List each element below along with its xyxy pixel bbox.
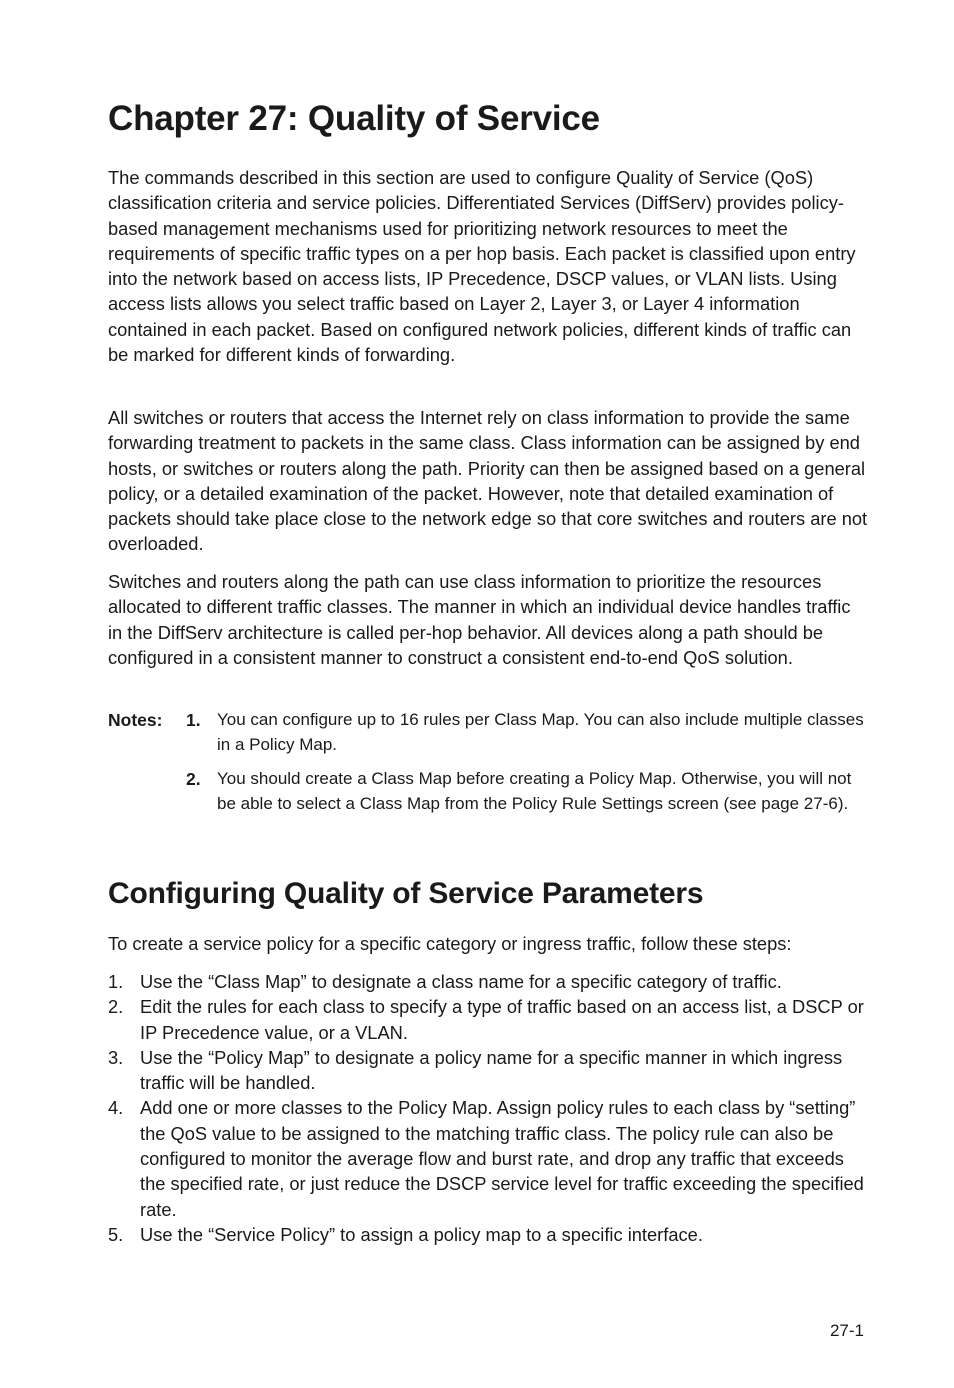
note-number: 1.: [186, 710, 201, 730]
steps-list: [108, 969, 868, 1247]
step-number: 3.: [108, 1046, 124, 1068]
list-item: [108, 1095, 868, 1221]
step-number: 1.: [108, 971, 124, 992]
step-number: 5.: [108, 1223, 124, 1245]
list-item: [108, 994, 868, 1045]
note-text: You should create a Class Map before creating a Policy Map. Otherwise, you will not be able to select a Class Map from the Policy Rule Settings screen (see page 27-6).: [217, 769, 852, 813]
note-text: You can configure up to 16 rules per Class Map. You can also include multiple classes in a Policy Map.: [217, 710, 864, 754]
per-hop-behavior-paragraph: Switches and routers along the path can use class information to prioritize the resources allocated to different traffic classes. The manner in which an individual device handles traffic in the DiffServ architecture is called per-hop behavior. All devices along a path should be configured in a consistent manner to construct a consistent end-to-end QoS solution.: [108, 571, 851, 668]
step-text: Use the “Service Policy” to assign a policy map to a specific interface.: [140, 1223, 703, 1245]
step-text: Use the “Policy Map” to designate a policy name for a specific manner in which ingress traffic will be handled.: [140, 1046, 843, 1094]
section-intro: To create a service policy for a specific category or ingress traffic, follow these steps:: [108, 933, 792, 954]
intro-paragraph: The commands described in this section are used to configure Quality of Service (QoS) classification criteria and service policies. Differentiated Services (DiffServ) provides policy-based management mechanisms used for prioritizing network resources to meet the requirements of specific traffic types on a per hop basis. Each packet is classified upon entry into the network based on access lists, IP Precedence, DSCP values, or VLAN lists. Using access lists allows you select traffic based on Layer 2, Layer 3, or Layer 4 information contained in each packet. Based on configured network policies, different kinds of traffic can be marked for different kinds of forwarding.: [108, 167, 856, 366]
chapter-title: Chapter 27: Quality of Service: [108, 99, 600, 138]
page-number: 27-1: [829, 1321, 864, 1340]
step-text: Edit the rules for each class to specify a type of traffic based on an access list, a DSCP or IP Precedence value, or a VLAN.: [140, 996, 864, 1043]
section-title: Configuring Quality of Service Parameters: [108, 877, 704, 910]
list-item: [108, 969, 868, 994]
step-text: Add one or more classes to the Policy Map. Assign policy rules to each class by “setting” the QoS value to be assigned to the matching traffic class. The policy rule can also be configured to monitor the average flow and burst rate, and drop any traffic that exceeds the specified rate, or just reduce the DSCP service level for traffic exceeding the specified rate.: [140, 1097, 864, 1220]
note-number: 2.: [186, 769, 201, 789]
list-item: [108, 1045, 868, 1096]
class-information-paragraph: All switches or routers that access the Internet rely on class information to provide the same forwarding treatment to packets in the same class. Class information can be assigned by end hosts, or switches or routers along the path. Priority can then be assigned based on a general policy, or a detailed examination of the packet. However, note that detailed examination of packets should take place close to the network edge so that core switches and routers are not overloaded.: [108, 407, 868, 555]
step-number: 2.: [108, 996, 124, 1018]
step-text: Use the “Class Map” to designate a class name for a specific category of traffic.: [140, 971, 782, 992]
list-item: [108, 1222, 868, 1247]
step-number: 4.: [108, 1097, 124, 1119]
notes-label: Notes:: [108, 710, 163, 730]
